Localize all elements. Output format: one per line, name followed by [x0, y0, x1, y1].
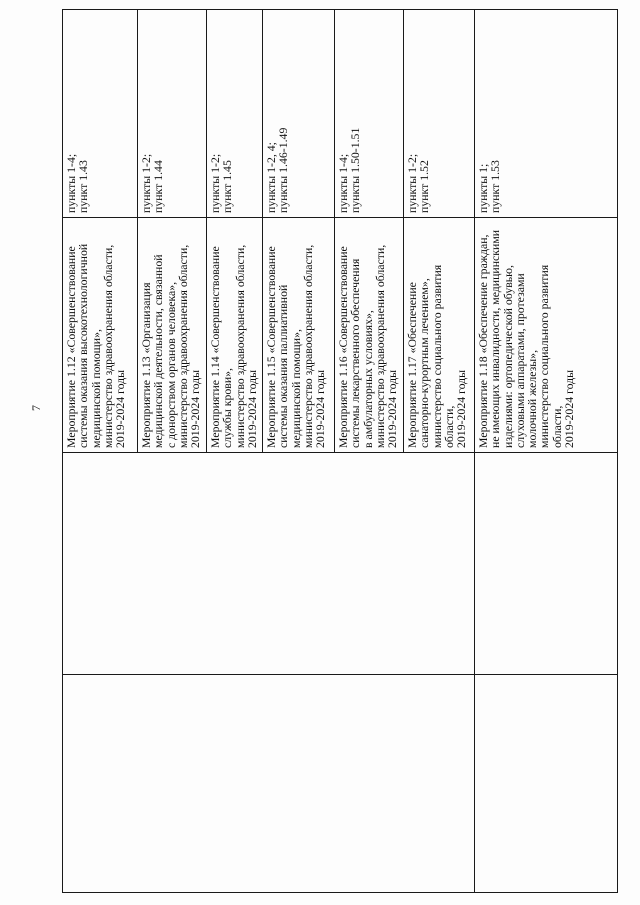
points-cell: [207, 10, 263, 218]
points-cell: [404, 10, 475, 218]
event-text: Мероприятие 1.14 «Совершенствование службы крови», министерство здравоохранения области, 2019-2024 годы: [208, 244, 259, 448]
event-cell: [63, 218, 138, 453]
merged-empty-cell-col2: [63, 453, 475, 675]
points-cell: [138, 10, 207, 218]
measures-table: [62, 9, 618, 893]
event-text: Мероприятие 1.13 «Организация медицинской деятельности, связанной с донорством органов человека», министерство здравоохранения области, 2019-2024 годы: [139, 244, 203, 448]
event-cell: [404, 218, 475, 453]
points-text: пункты 1-4; пункты 1.50-1.51: [336, 127, 363, 213]
points-cell: [475, 10, 618, 218]
table-row: [63, 10, 138, 893]
empty-cell-col2: [475, 453, 618, 675]
table-rotated-container: [62, 10, 617, 893]
points-cell: [263, 10, 335, 218]
table-row: [475, 10, 618, 893]
points-text: пункты 1-4; пункт 1.43: [64, 153, 91, 213]
event-text: Мероприятие 1.12 «Совершенствование системы оказания высокотехнологичной медицинской помощи», министерство здравоохранения области, 2019-2024 годы: [64, 243, 128, 448]
event-cell: [475, 218, 618, 453]
points-text: пункты 1-2, 4; пункты 1.46-1.49: [264, 127, 291, 213]
empty-cell-col1: [475, 675, 618, 893]
points-text: пункты 1-2; пункт 1.52: [405, 153, 432, 213]
event-cell: [263, 218, 335, 453]
points-cell: [63, 10, 138, 218]
points-text: пункты 1; пункт 1.53: [476, 160, 503, 213]
points-text: пункты 1-2; пункт 1.45: [208, 153, 235, 213]
event-cell: [335, 218, 404, 453]
points-text: пункты 1-2; пункт 1.44: [139, 153, 166, 213]
event-text: Мероприятие 1.16 «Совершенствование системы лекарственного обеспечения в амбулаторных условиях», министерство здравоохранения области, 2019-2024 годы: [336, 244, 400, 448]
page-number: 7: [29, 405, 43, 411]
event-text: Мероприятие 1.18 «Обеспечение граждан, не имеющих инвалидности, медицинскими изделиями: ортопедической обувью, слуховыми аппаратами, протезами молочной железы», министерство социального развития области, 2019-2024 годы: [476, 229, 577, 448]
event-text: Мероприятие 1.15 «Совершенствование системы оказания паллиативной медицинской помощи», министерство здравоохранения области, 2019-2024 годы: [264, 244, 328, 448]
event-cell: [138, 218, 207, 453]
event-cell: [207, 218, 263, 453]
event-text: Мероприятие 1.17 «Обеспечение санаторно-курортным лечением», министерство социального развития области, 2019-2024 годы: [405, 264, 469, 448]
points-cell: [335, 10, 404, 218]
merged-empty-cell-col1: [63, 675, 475, 893]
